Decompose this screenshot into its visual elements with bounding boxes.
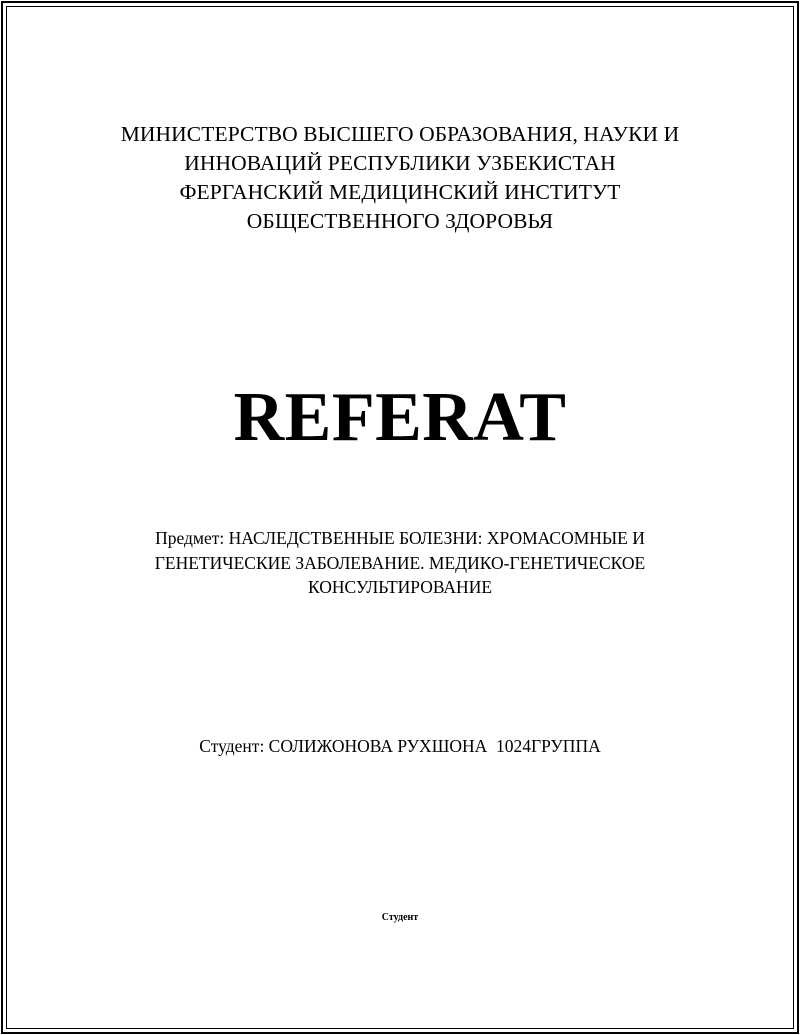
subject-line: ГЕНЕТИЧЕСКИЕ ЗАБОЛЕВАНИЕ. МЕДИКО-ГЕНЕТИЧЕСКОЕ <box>154 552 646 573</box>
subject-block <box>0 526 800 600</box>
student-info: Студент: СОЛИЖОНОВА РУХШОНА 1024ГРУППА <box>199 736 601 756</box>
institution-header <box>0 120 800 236</box>
header-line: МИНИСТЕРСТВО ВЫСШЕГО ОБРАЗОВАНИЯ, НАУКИ И <box>120 122 680 146</box>
subject-line: Предмет: НАСЛЕДСТВЕННЫЕ БОЛЕЗНИ: ХРОМАСОМНЫЕ И <box>155 528 645 548</box>
header-line: ФЕРГАНСКИЙ МЕДИЦИНСКИЙ ИНСТИТУТ <box>179 180 621 204</box>
subject-line: КОНСУЛЬТИРОВАНИЕ <box>307 577 493 597</box>
header-line: ИННОВАЦИЙ РЕСПУБЛИКИ УЗБЕКИСТАН <box>184 151 616 175</box>
header-line: ОБЩЕСТВЕННОГО ЗДОРОВЬЯ <box>246 209 554 233</box>
footer-label: Студент <box>381 912 419 923</box>
document-title: REFERAT <box>233 379 567 456</box>
